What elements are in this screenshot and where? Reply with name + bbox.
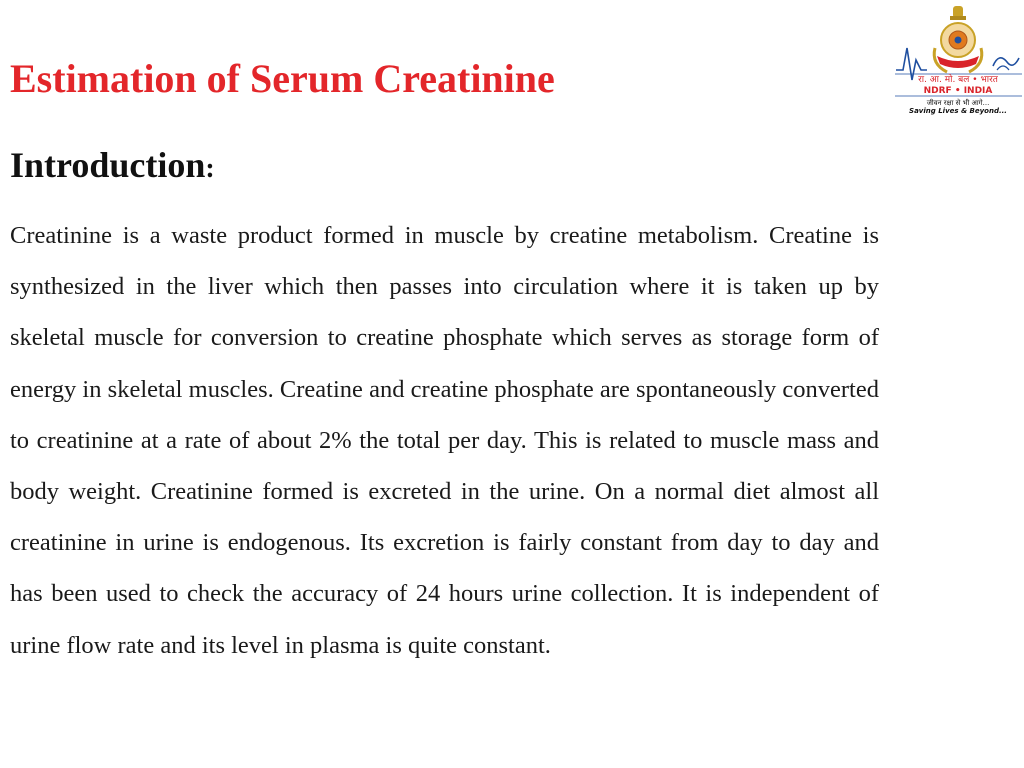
section-heading-text: Introduction <box>10 145 206 185</box>
slide-title: Estimation of Serum Creatinine <box>10 56 555 101</box>
introduction-paragraph: Creatinine is a waste product formed in muscle by creatine metabolism. Creatine is synthesized in the liver which then passes into circulation where it is taken up by skeletal muscle for conversion to creatine phosphate which serves as storage form of energy in skeletal muscles. Creatine and creatine phosphate are spontaneously converted to creatinine at a rate of about 2% the total per day. This is related to muscle mass and body weight. Creatinine formed is excreted in the urine. On a normal diet almost all creatinine in urine is endogenous. Its excretion is fairly constant from day to day and has been used to check the accuracy of 24 hours urine collection. It is independent of urine flow rate and its level in plasma is quite constant. <box>10 222 879 659</box>
section-heading <box>10 143 215 191</box>
ndrf-emblem-graphic <box>893 0 1024 118</box>
logo-motto-hindi: जीवन रक्षा से भी आगे... <box>926 99 990 107</box>
section-heading-colon: : <box>205 153 215 184</box>
logo-org-name: NDRF • INDIA <box>923 86 993 96</box>
logo-motto-english: Saving Lives & Beyond... <box>909 107 1007 115</box>
logo-hindi-abbrev: रा. आ. मो. बल • भारत <box>918 75 998 85</box>
ndrf-logo <box>893 0 1024 118</box>
wave-mark <box>993 58 1019 66</box>
